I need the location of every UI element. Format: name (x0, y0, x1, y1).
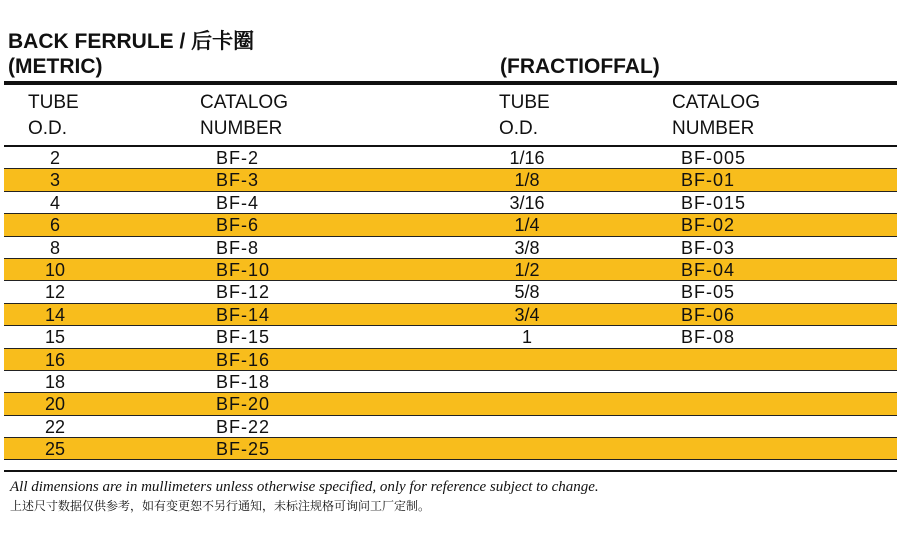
metric-tube-od: 18 (44, 371, 66, 392)
table-row (4, 416, 897, 438)
table-row (4, 169, 897, 191)
header-line: TUBE (28, 92, 79, 113)
table-row (4, 147, 897, 169)
fractional-tube-od: 1/8 (514, 170, 540, 191)
fractional-catalog-number: BF-02 (681, 215, 736, 236)
metric-catalog-number: BF-12 (216, 282, 271, 303)
fractional-section-title: (FRACTIOFFAL) (500, 55, 660, 78)
header-line: NUMBER (672, 118, 755, 139)
fractional-catalog-number: BF-06 (681, 304, 736, 325)
metric-tube-od: 10 (44, 259, 66, 280)
metric-tube-od: 15 (44, 327, 66, 348)
table-row (4, 259, 897, 281)
metric-catalog-number: BF-2 (216, 148, 260, 168)
table-row (4, 304, 897, 326)
metric-tube-od: 4 (49, 192, 60, 213)
dimension-note-english: All dimensions are in mullimeters unless otherwise specified, only for reference subject to change. (10, 479, 599, 495)
fractional-catalog-number: BF-005 (681, 148, 747, 168)
ferrule-table (4, 147, 897, 460)
metric-section-title: (METRIC) (8, 55, 103, 78)
metric-catalog-number: BF-14 (216, 304, 271, 325)
fractional-tube-od: 3/4 (514, 304, 540, 325)
metric-tube-od: 14 (44, 304, 66, 325)
metric-tube-od: 2 (49, 148, 60, 168)
fractional-tube-od: 1 (521, 327, 532, 348)
metric-catalog-number: BF-3 (216, 170, 260, 191)
header-line: O.D. (28, 118, 68, 139)
fractional-tube-od: 1/2 (514, 259, 540, 280)
fractional-tube-od: 1/16 (509, 148, 545, 168)
metric-tube-od: 6 (49, 215, 60, 236)
metric-tube-od: 22 (44, 416, 66, 437)
top-divider (4, 81, 897, 85)
metric-tube-od: 12 (44, 282, 66, 303)
metric-catalog-number: BF-4 (216, 192, 260, 213)
page-title: BACK FERRULE / 后卡圈 (8, 30, 255, 53)
fractional-tube-od: 5/8 (514, 282, 540, 303)
table-row (4, 349, 897, 371)
metric-catalog-number: BF-16 (216, 349, 271, 370)
fractional-catalog-number: BF-03 (681, 237, 736, 258)
header-line: NUMBER (200, 118, 283, 139)
header-line: TUBE (499, 92, 550, 113)
metric-tube-od: 25 (44, 439, 66, 460)
header-line: CATALOG (200, 92, 288, 113)
bottom-divider (4, 470, 897, 472)
fractional-catalog-header (672, 90, 760, 142)
table-row (4, 371, 897, 393)
metric-catalog-number: BF-25 (216, 439, 271, 460)
table-row (4, 192, 897, 214)
metric-tube-od: 3 (49, 170, 60, 191)
fractional-catalog-number: BF-015 (681, 192, 747, 213)
metric-tube-od: 8 (49, 237, 60, 258)
fractional-catalog-number: BF-04 (681, 259, 736, 280)
fractional-catalog-number: BF-05 (681, 282, 736, 303)
metric-catalog-number: BF-8 (216, 237, 260, 258)
fractional-tube-od: 1/4 (514, 215, 540, 236)
table-row (4, 326, 897, 348)
table-row (4, 214, 897, 236)
metric-catalog-number: BF-18 (216, 371, 271, 392)
table-row (4, 393, 897, 415)
header-line: CATALOG (672, 92, 760, 113)
fractional-catalog-number: BF-01 (681, 170, 736, 191)
fractional-tube-od: 3/16 (509, 192, 545, 213)
fractional-tube-header (499, 90, 550, 142)
header-line: O.D. (499, 118, 539, 139)
fractional-tube-od: 3/8 (514, 237, 540, 258)
metric-catalog-number: BF-20 (216, 394, 271, 415)
metric-catalog-number: BF-15 (216, 327, 271, 348)
metric-catalog-number: BF-10 (216, 259, 271, 280)
metric-tube-header (28, 90, 79, 142)
metric-catalog-number: BF-22 (216, 416, 271, 437)
metric-catalog-number: BF-6 (216, 215, 260, 236)
metric-tube-od: 16 (44, 349, 66, 370)
metric-catalog-header (200, 90, 288, 142)
fractional-catalog-number: BF-08 (681, 327, 736, 348)
table-row (4, 438, 897, 460)
metric-tube-od: 20 (44, 394, 66, 415)
dimension-note-chinese: 上述尺寸数据仅供参考，如有变更恕不另行通知，未标注规格可询问工厂定制。 (10, 499, 431, 513)
table-row (4, 281, 897, 303)
table-row (4, 237, 897, 259)
